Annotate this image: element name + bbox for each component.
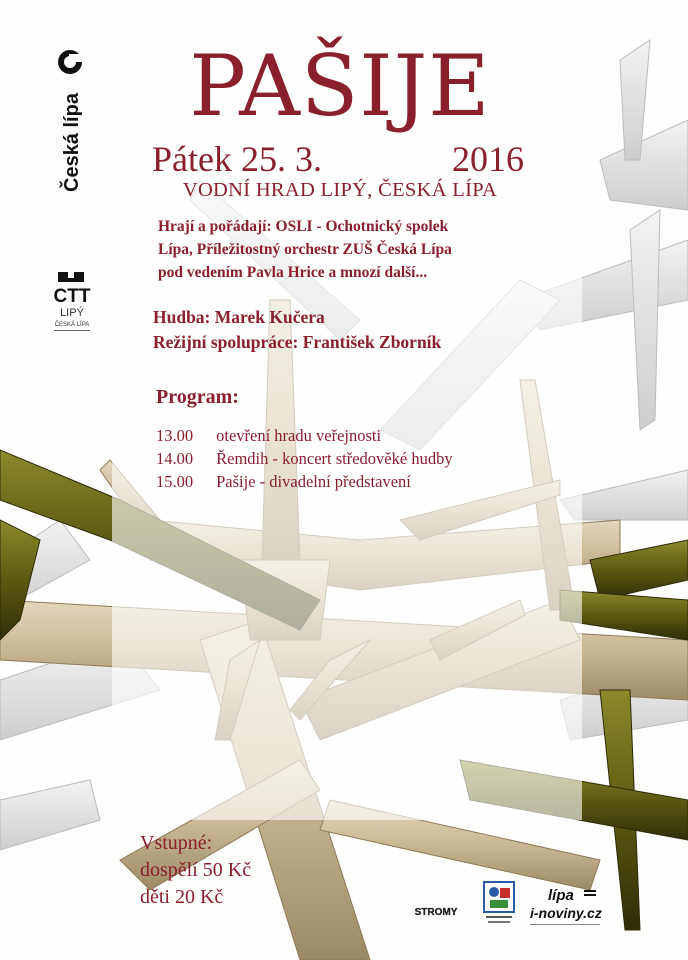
director-credit: Režijní spolupráce: František Zborník	[153, 332, 442, 352]
ctt-sub: ČESKÁ LÍPA	[54, 322, 90, 328]
organizers-line: Lípa, Příležitostný orchestr ZUŠ Česká Lípa	[158, 241, 452, 258]
stromy-logo	[408, 900, 464, 922]
inoviny-bottom: i-noviny.cz	[530, 905, 602, 921]
program-list	[156, 424, 556, 493]
ctt-crown-icon	[58, 272, 84, 282]
music-credit: Hudba: Marek Kučera	[153, 307, 325, 327]
ctt-mark: CTT	[53, 286, 91, 307]
program-event: Řemdih - koncert středověké hudby	[216, 449, 453, 468]
ceska-lipa-logo	[48, 48, 88, 196]
admission-label: Vstupné:	[140, 832, 213, 854]
event-title: PAŠIJE	[189, 37, 491, 135]
organizers-text	[158, 215, 538, 284]
program-heading: Program:	[156, 386, 239, 408]
admission-adults: dospělí 50 Kč	[140, 859, 252, 881]
admission-info	[140, 830, 251, 911]
event-day: Pátek 25. 3.	[152, 139, 322, 179]
school-logo	[482, 880, 516, 930]
stromy-wordmark: STROMY	[414, 907, 458, 918]
event-year: 2016	[452, 139, 524, 179]
program-event: otevření hradu veřejnosti	[216, 426, 382, 445]
event-venue: VODNÍ HRAD LIPÝ, ČESKÁ LÍPA	[182, 179, 498, 201]
program-event: Pašije - divadelní představení	[216, 472, 411, 491]
program-time: 15.00	[156, 472, 194, 491]
program-item	[156, 470, 556, 493]
ceska-lipa-wordmark: Česká lípa	[61, 93, 83, 192]
organizers-line: Hrají a pořádají: OSLI - Ochotnický spolek	[158, 218, 449, 235]
program-time: 14.00	[156, 449, 194, 468]
organizers-line: pod vedením Pavla Hrice a mnozí další...	[158, 264, 428, 281]
inoviny-logo	[528, 882, 612, 932]
program-item	[156, 424, 556, 447]
program-time: 13.00	[156, 426, 194, 445]
ctt-lipy-logo	[40, 268, 104, 344]
ctt-name: LIPÝ	[60, 307, 84, 319]
program-item	[156, 447, 556, 470]
ceska-lipa-heart-icon	[58, 50, 83, 74]
inoviny-top: lípa	[548, 887, 574, 904]
admission-children: děti 20 Kč	[140, 886, 224, 908]
